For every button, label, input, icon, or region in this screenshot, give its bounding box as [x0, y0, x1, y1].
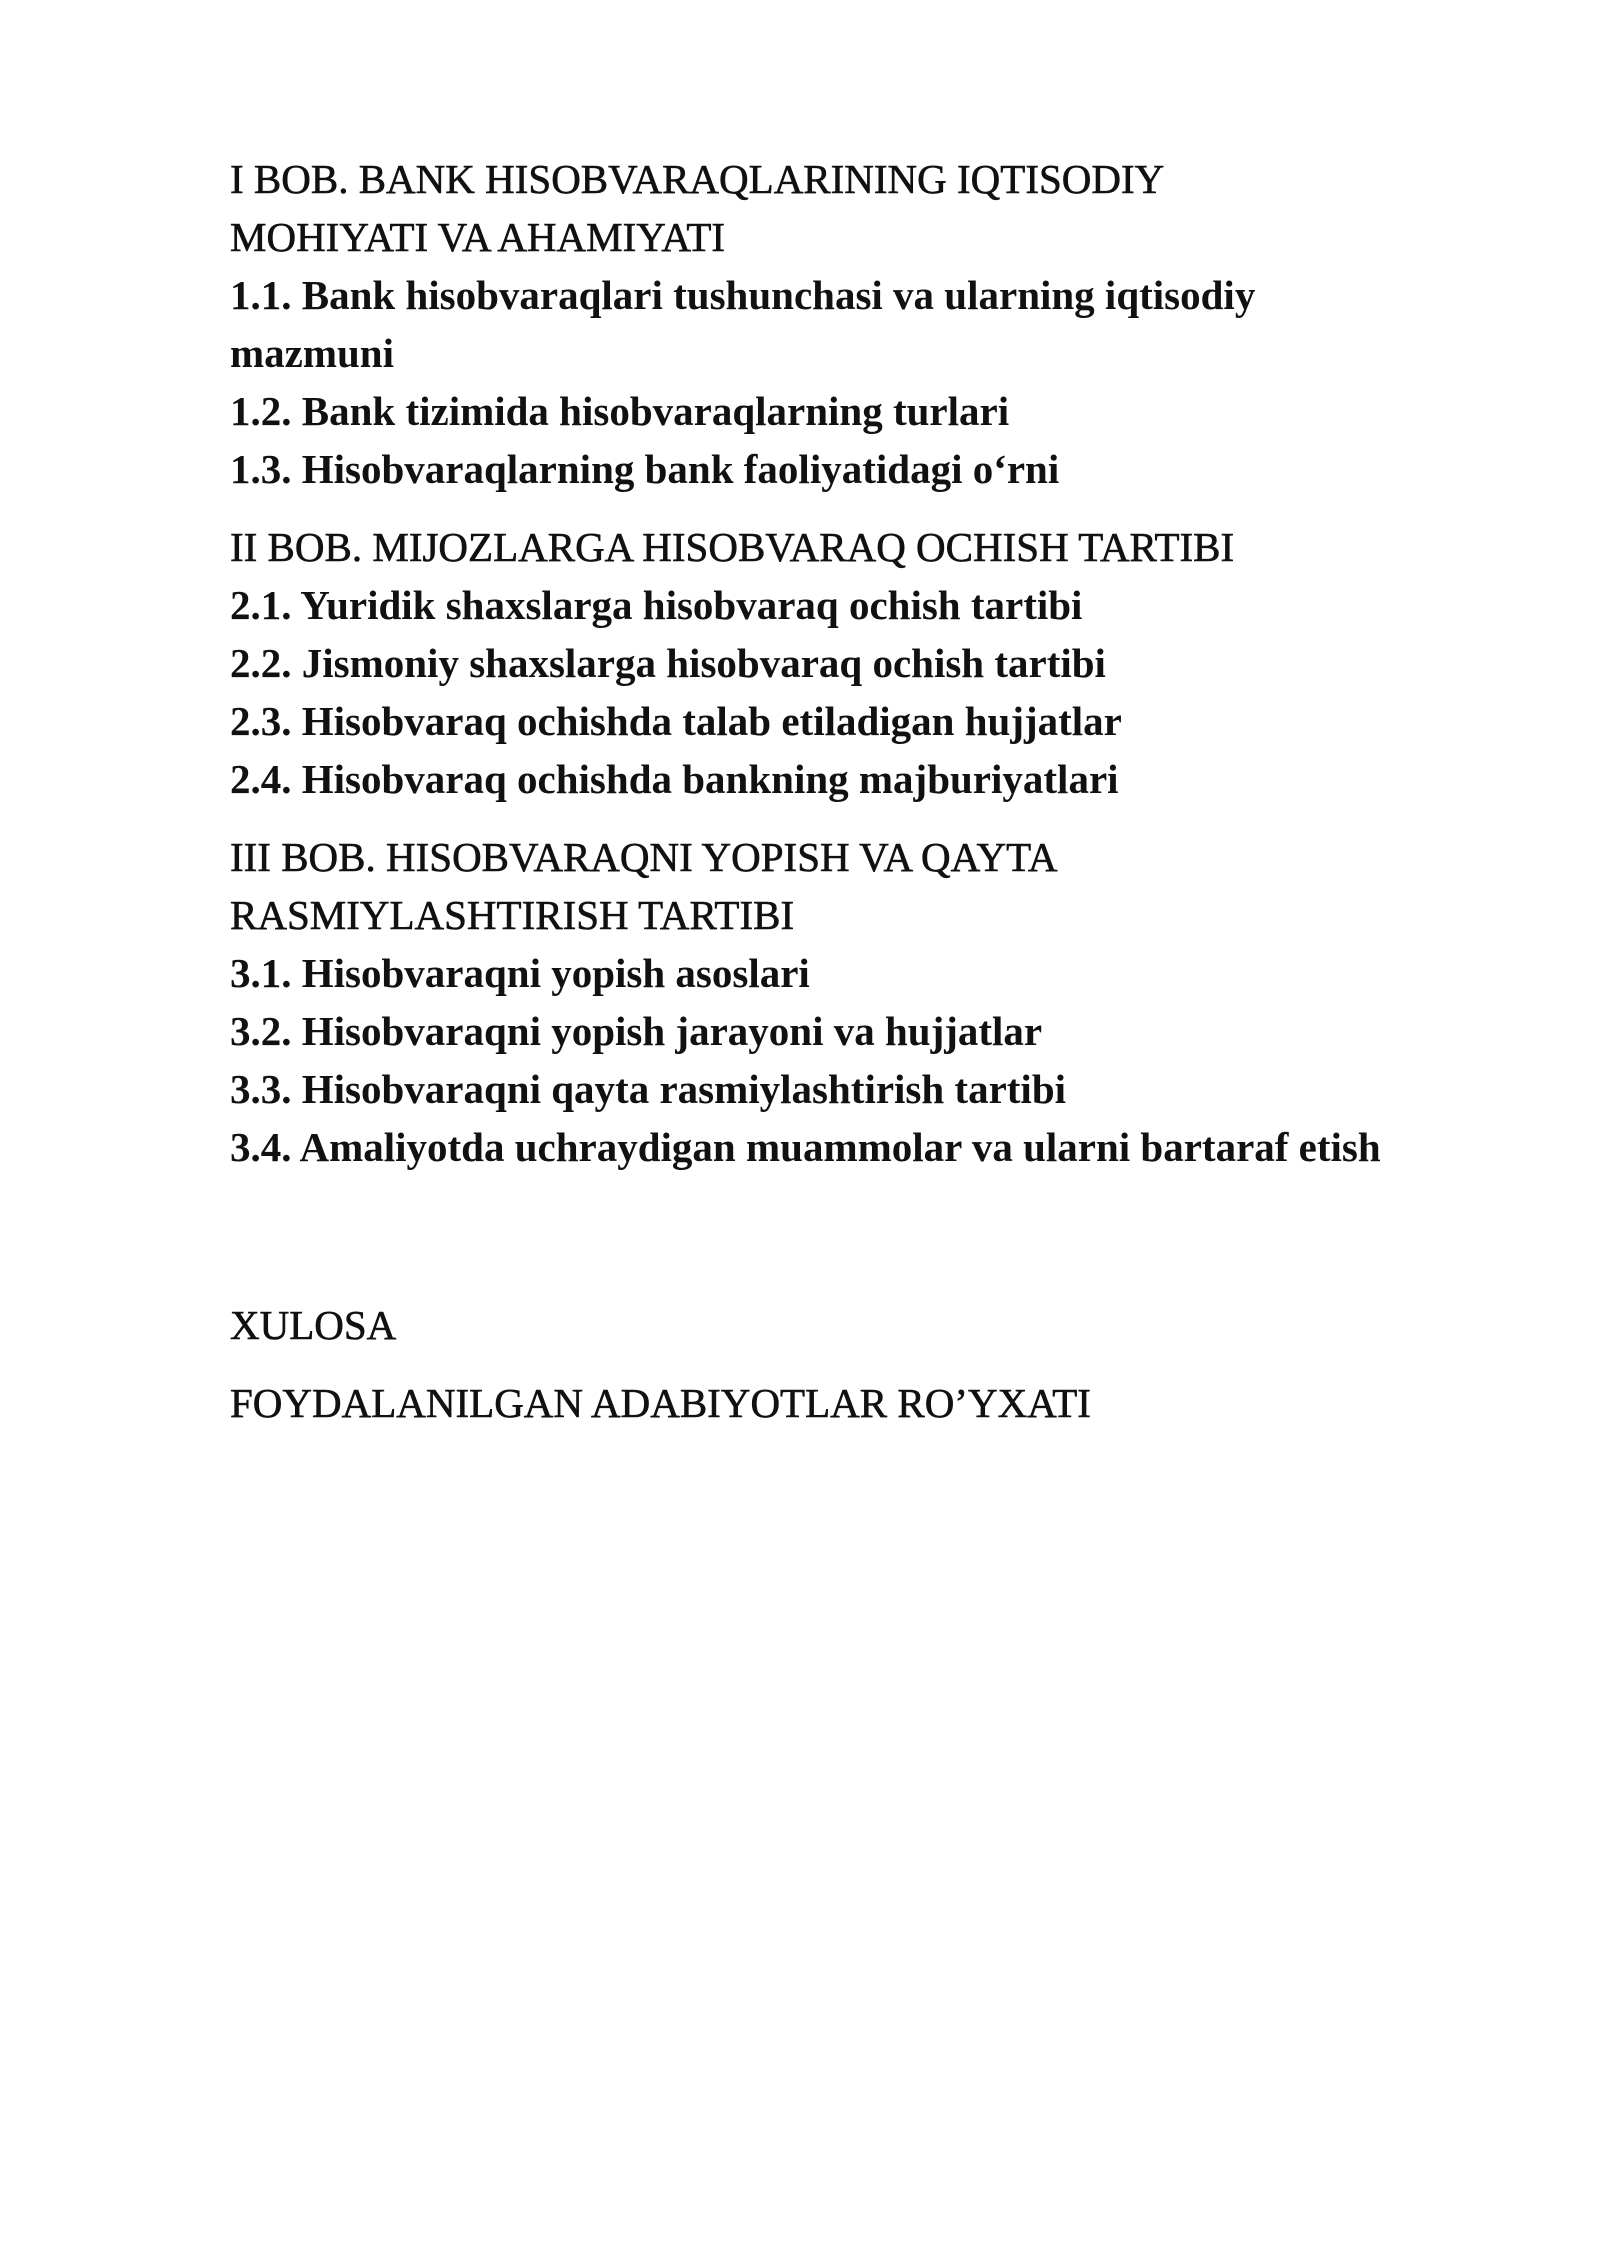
section-item: 1.1. Bank hisobvaraqlari tushunchasi va ularning iqtisodiy [230, 272, 1256, 318]
references-heading: FOYDALANILGAN ADABIYOTLAR RO’YXATI [230, 1380, 1091, 1426]
section-item: 2.2. Jismoniy shaxslarga hisobvaraq ochish tartibi [230, 640, 1106, 686]
section-item: 2.1. Yuridik shaxslarga hisobvaraq ochish tartibi [230, 582, 1083, 628]
chapter-title: I BOB. BANK HISOBVARAQLARINING IQTISODIY [230, 156, 1165, 202]
chapter-3 [230, 828, 1530, 1176]
section-item: 3.2. Hisobvaraqni yopish jarayoni va hujjatlar [230, 1008, 1043, 1054]
section-item: 2.4. Hisobvaraq ochishda bankning majburiyatlari [230, 756, 1119, 802]
chapter-2 [230, 518, 1530, 808]
section-item: 2.3. Hisobvaraq ochishda talab etiladigan hujjatlar [230, 698, 1122, 744]
section-item: 3.4. Amaliyotda uchraydigan muammolar va ularni bartaraf etish [230, 1124, 1381, 1170]
table-of-contents [230, 150, 1530, 1432]
section-item: mazmuni [230, 330, 394, 376]
section-item: 3.3. Hisobvaraqni qayta rasmiylashtirish tartibi [230, 1066, 1067, 1112]
section-item: 1.2. Bank tizimida hisobvaraqlarning turlari [230, 388, 1010, 434]
conclusion-heading: XULOSA [230, 1302, 397, 1348]
chapter-title: MOHIYATI VA AHAMIYATI [230, 214, 726, 260]
chapter-title: III BOB. HISOBVARAQNI YOPISH VA QAYTA [230, 834, 1058, 880]
spacer [230, 1196, 1530, 1296]
section-item: 1.3. Hisobvaraqlarning bank faoliyatidagi o‘rni [230, 446, 1060, 492]
chapter-1 [230, 150, 1530, 498]
chapter-title: II BOB. MIJOZLARGA HISOBVARAQ OCHISH TARTIBI [230, 524, 1235, 570]
section-item: 3.1. Hisobvaraqni yopish asoslari [230, 950, 810, 996]
chapter-title: RASMIYLASHTIRISH TARTIBI [230, 892, 795, 938]
